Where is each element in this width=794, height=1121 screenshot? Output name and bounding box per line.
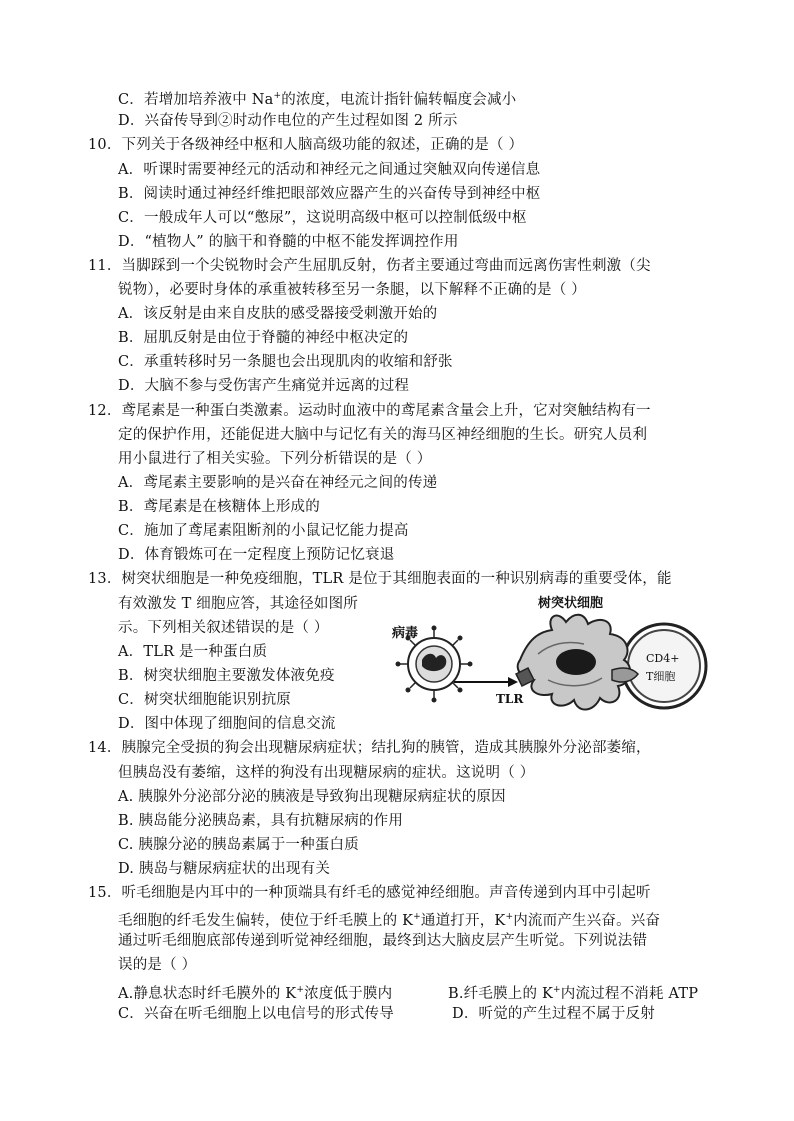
question-14-stem-line2: 但胰岛没有萎缩，这样的狗没有出现糖尿病的症状。这说明（ ） <box>118 765 535 781</box>
label-t-cell: T细胞 <box>646 670 676 683</box>
q12-option-b: B．鸢尾素是在核糖体上形成的 <box>118 499 320 515</box>
q12-option-d: D．体育锻炼可在一定程度上预防记忆衰退 <box>118 547 395 563</box>
question-15-stem-line4: 误的是（ ） <box>118 957 197 973</box>
label-dendritic-cell: 树突状细胞 <box>538 596 604 611</box>
t-cell-inner <box>628 630 700 702</box>
q12-option-c: C．施加了鸢尾素阻断剂的小鼠记忆能力提高 <box>118 523 409 539</box>
q11-option-c: C．承重转移时另一条腿也会出现肌肉的收缩和舒张 <box>118 354 453 370</box>
q11-option-a: A．该反射是由来自皮肤的感受器接受刺激开始的 <box>118 306 438 322</box>
label-tlr: TLR <box>496 692 524 706</box>
question-13-stem-line3: 示。下列相关叙述错误的是（ ） <box>118 620 329 636</box>
q14-option-c: C. 胰腺分泌的胰岛素属于一种蛋白质 <box>118 837 359 853</box>
question-11-stem-line2: 锐物），必要时身体的承重被转移至另一条腿，以下解释不正确的是（ ） <box>118 282 586 298</box>
question-13-stem-line1: 13．树突状细胞是一种免疫细胞，TLR 是位于其细胞表面的一种识别病毒的重要受体，能 <box>88 571 672 587</box>
q10-option-c: C．一般成年人可以“憋尿”，这说明高级中枢可以控制低级中枢 <box>118 210 527 226</box>
q12-option-a: A．鸢尾素主要影响的是兴奋在神经元之间的传递 <box>118 475 438 491</box>
q10-option-d: D．“植物人” 的脑干和脊髓的中枢不能发挥调控作用 <box>118 234 459 250</box>
question-15-stem-line2: 毛细胞的纤毛发生偏转，使位于纤毛膜上的 K+通道打开，K+内流而产生兴奋。兴奋 <box>118 912 661 929</box>
q13-option-b: B．树突状细胞主要激发体液免疫 <box>118 668 335 684</box>
q13-option-a: A．TLR 是一种蛋白质 <box>118 644 268 660</box>
arrow-head <box>508 677 518 687</box>
q15-option-b: B.纤毛膜上的 K+内流过程不消耗 ATP <box>448 985 699 1002</box>
question-15-stem-line3: 通过听毛细胞底部传递到听觉神经细胞，最终到达大脑皮层产生听觉。下列说法错 <box>118 933 648 949</box>
q14-option-a: A. 胰腺外分泌部分泌的胰液是导致狗出现糖尿病症状的原因 <box>118 789 506 805</box>
question-12-stem-line2: 定的保护作用，还能促进大脑中与记忆有关的海马区神经细胞的生长。研究人员利 <box>118 427 648 443</box>
q15-option-a: A.静息状态时纤毛膜外的 K+浓度低于膜内 <box>118 985 393 1002</box>
question-11-stem-line1: 11．当脚踩到一个尖锐物时会产生屈肌反射，伤者主要通过弯曲而远离伤害性刺激（尖 <box>88 258 651 274</box>
q15-option-d: D．听觉的产生过程不属于反射 <box>452 1006 655 1022</box>
question-12-stem-line3: 用小鼠进行了相关实验。下列分析错误的是（ ） <box>118 451 432 467</box>
q9-option-c: C．若增加培养液中 Na+的浓度，电流计指针偏转幅度会减小 <box>118 91 517 108</box>
label-cd4: CD4+ <box>646 652 680 665</box>
q13-option-d: D．图中体现了细胞间的信息交流 <box>118 716 336 732</box>
q14-option-d: D. 胰岛与糖尿病症状的出现有关 <box>118 861 331 877</box>
q10-option-a: A．听课时需要神经元的活动和神经元之间通过突触双向传递信息 <box>118 162 541 178</box>
q9-option-d: D．兴奋传导到②时动作电位的产生过程如图 2 所示 <box>118 113 458 129</box>
q14-option-b: B. 胰岛能分泌胰岛素，具有抗糖尿病的作用 <box>118 813 404 829</box>
question-12-stem-line1: 12．鸢尾素是一种蛋白类激素。运动时血液中的鸢尾素含量会上升，它对突触结构有一 <box>88 403 651 419</box>
dendritic-cell-figure <box>388 594 710 732</box>
q13-option-c: C．树突状细胞能识别抗原 <box>118 692 291 708</box>
question-15-stem-line1: 15．听毛细胞是内耳中的一种顶端具有纤毛的感觉神经细胞。声音传递到内耳中引起听 <box>88 885 651 901</box>
q15-option-c: C．兴奋在听毛细胞上以电信号的形式传导 <box>118 1006 394 1022</box>
label-virus: 病毒 <box>392 626 419 641</box>
question-10-stem: 10．下列关于各级神经中枢和人脑高级功能的叙述，正确的是（ ） <box>88 137 524 153</box>
question-14-stem-line1: 14．胰腺完全受损的狗会出现糖尿病症状；结扎狗的胰管，造成其胰腺外分泌部萎缩， <box>88 740 651 756</box>
q11-option-b: B．屈肌反射是由位于脊髓的神经中枢决定的 <box>118 330 409 346</box>
q11-option-d: D．大脑不参与受伤害产生痛觉并远离的过程 <box>118 378 410 394</box>
q10-option-b: B．阅读时通过神经纤维把眼部效应器产生的兴奋传导到神经中枢 <box>118 186 541 202</box>
dendritic-cell-nucleus <box>556 649 596 675</box>
question-13-stem-line2: 有效激发 T 细胞应答，其途径如图所 <box>118 596 358 612</box>
